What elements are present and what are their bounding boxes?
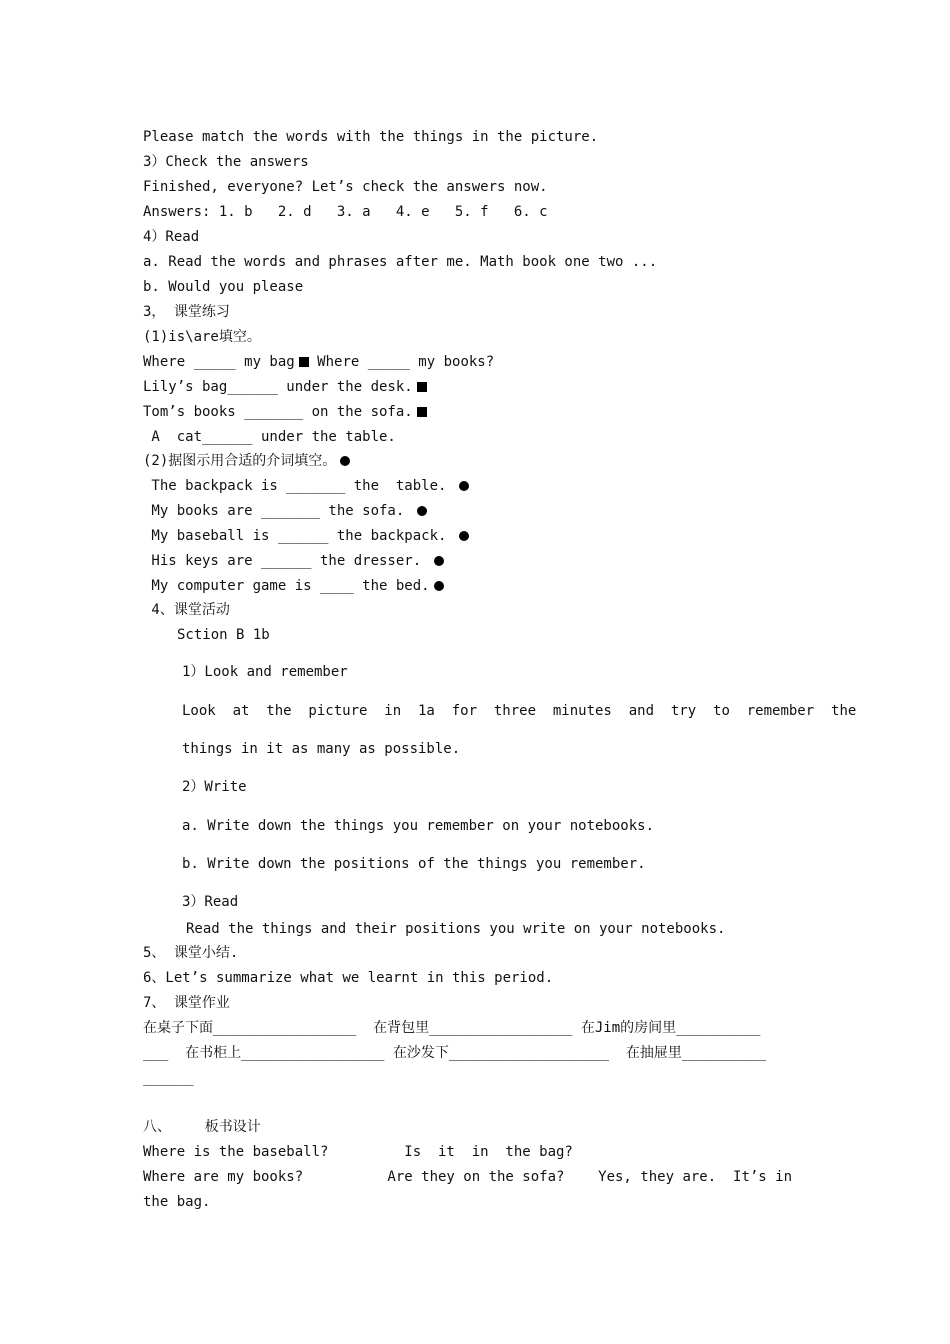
square-bullet-icon — [299, 357, 309, 367]
board-line-2: Where are my books? Are they on the sofa? Yes, they are. It’s in — [143, 1169, 793, 1185]
text-read-positions: Read the things and their positions you write on your notebooks. — [186, 921, 726, 937]
text-write-b: b. Write down the positions of the things you remember. — [182, 856, 646, 872]
section-heading-activity: 4、课堂活动 — [143, 602, 230, 618]
square-bullet-icon — [417, 382, 427, 392]
section-heading-practice: 3， 课堂练习 — [143, 304, 230, 320]
text-line-finished: Finished, everyone? Let’s check the answers now. — [143, 179, 548, 195]
dot-bullet-icon — [459, 481, 469, 491]
step-look-remember: 1）Look and remember — [182, 664, 348, 680]
exercise-2-item-3: My baseball is ______ the backpack. — [143, 527, 469, 545]
exercise-1-item-1 — [143, 353, 494, 371]
dot-bullet-icon — [417, 506, 427, 516]
dot-bullet-icon — [434, 581, 444, 591]
text-write-a: a. Write down the things you remember on your notebooks. — [182, 818, 655, 834]
text-line-read-b: b. Would you please — [143, 279, 304, 295]
exercise-2-heading: (2)据图示用合适的介词填空。 — [143, 452, 350, 470]
step-read: 3）Read — [182, 894, 239, 910]
text-line-check-heading: 3）Check the answers — [143, 154, 309, 170]
exercise-1-item-1b: Where _____ my books? — [317, 354, 495, 370]
board-line-3: the bag. — [143, 1194, 211, 1210]
text-summarize: 6、Let’s summarize what we learnt in this period. — [143, 970, 554, 986]
text-line-read-a: a. Read the words and phrases after me. Math book one two ... — [143, 254, 658, 270]
exercise-1-item-4: A cat______ under the table. — [143, 429, 396, 445]
exercise-1-item-1a: Where _____ my bag — [143, 354, 295, 370]
section-heading-summary: 5、 课堂小结. — [143, 945, 239, 961]
exercise-2-item-1: The backpack is _______ the table. — [143, 477, 469, 495]
exercise-2-item-5: My computer game is ____ the bed. — [143, 577, 444, 595]
square-bullet-icon — [417, 407, 427, 417]
text-line-match: Please match the words with the things in the picture. — [143, 129, 599, 145]
homework-line-1: 在桌子下面_________________ 在背包里_________________ 在Jim的房间里__________ — [143, 1020, 761, 1036]
text-line-answers: Answers: 1. b 2. d 3. a 4. e 5. f 6. c — [143, 204, 548, 220]
exercise-2-item-2: My books are _______ the sofa. — [143, 502, 427, 520]
text-line-read-heading: 4）Read — [143, 229, 200, 245]
dot-bullet-icon — [459, 531, 469, 541]
homework-line-3: ______ — [143, 1070, 194, 1086]
dot-bullet-icon — [340, 456, 350, 466]
exercise-1-heading: (1)is\are填空。 — [143, 329, 261, 345]
section-b-1b: Sction B 1b — [177, 627, 270, 643]
step-write: 2）Write — [182, 779, 247, 795]
board-line-1: Where is the baseball? Is it in the bag? — [143, 1144, 573, 1160]
text-things-possible: things in it as many as possible. — [182, 741, 461, 757]
section-heading-board: 八、 板书设计 — [143, 1119, 261, 1135]
text-look-picture: Look at the picture in 1a for three minutes and try to remember the — [182, 703, 857, 719]
section-heading-homework: 7、 课堂作业 — [143, 995, 230, 1011]
exercise-2-item-4: His keys are ______ the dresser. — [143, 552, 444, 570]
dot-bullet-icon — [434, 556, 444, 566]
homework-line-2: ___ 在书柜上_________________ 在沙发下___________________ 在抽屉里__________ — [143, 1045, 767, 1061]
exercise-1-item-2: Lily’s bag______ under the desk. — [143, 378, 427, 396]
exercise-1-item-3: Tom’s books _______ on the sofa. — [143, 403, 427, 421]
